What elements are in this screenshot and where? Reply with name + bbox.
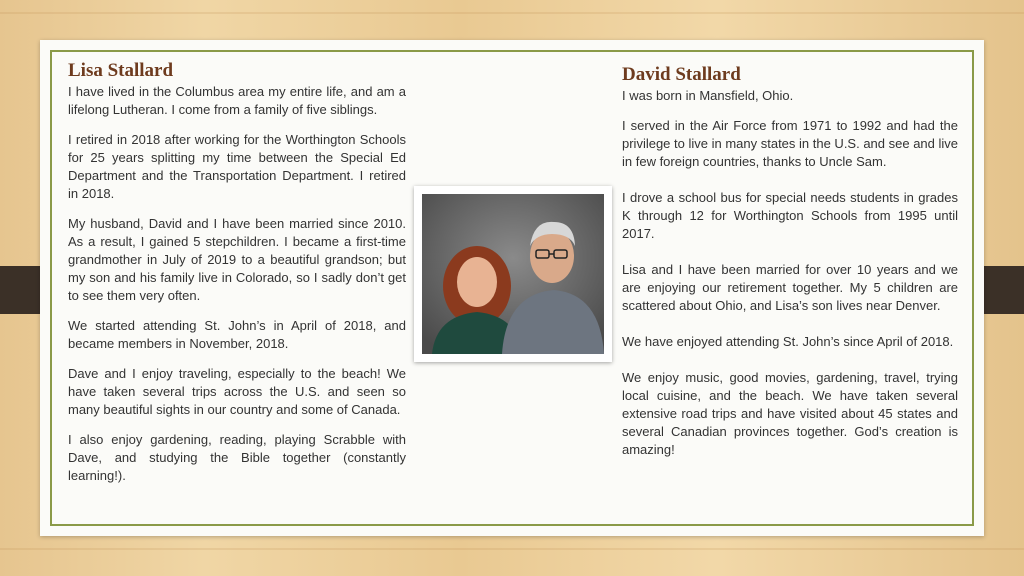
left-edge-tab xyxy=(0,266,40,314)
lisa-paragraph: I also enjoy gardening, reading, playing Scrabble with Dave, and studying the Bible together (constantly learning!). xyxy=(68,432,406,483)
right-edge-tab xyxy=(984,266,1024,314)
lisa-bio xyxy=(68,83,406,497)
david-name-heading: David Stallard xyxy=(622,64,741,85)
lisa-paragraph: My husband, David and I have been married since 2010. As a result, I gained 5 stepchildren. I became a first-time grandmother in July of 2019 to a beautiful grandson; but my son and his family live in Colorado, so I sadly don’t get to see them very often. xyxy=(68,216,406,303)
lisa-paragraph: I have lived in the Columbus area my entire life, and am a lifelong Lutheran. I come from a family of five siblings. xyxy=(68,84,406,117)
david-paragraph: I drove a school bus for special needs students in grades K through 12 for Worthington Schools from 1995 until 2017. xyxy=(622,190,958,241)
david-paragraph: I served in the Air Force from 1971 to 1992 and had the privilege to live in many states in the U.S. and see and live in few foreign countries, thanks to Uncle Sam. xyxy=(622,118,959,169)
couple-photo-image xyxy=(422,194,604,354)
lisa-name-heading: Lisa Stallard xyxy=(68,60,174,81)
david-paragraph: I was born in Mansfield, Ohio. xyxy=(622,88,794,103)
lisa-paragraph: Dave and I enjoy traveling, especially to the beach! We have taken several trips across the U.S. and seen so many beautiful sights in our country and some of Canada. xyxy=(68,366,406,417)
lisa-paragraph: I retired in 2018 after working for the Worthington Schools for 25 years splitting my time between the Special Ed Department and the Transportation Department. I retired in 2018. xyxy=(68,132,406,201)
david-paragraph: We enjoy music, good movies, gardening, travel, trying local cuisine, and the beach. We have taken several extensive road trips and have visited about 45 states and several Canadian provinces together. God’s creation is amazing! xyxy=(622,370,958,457)
lisa-paragraph: We started attending St. John’s in April of 2018, and became members in November, 2018. xyxy=(68,318,406,351)
david-bio xyxy=(622,87,958,471)
david-paragraph: Lisa and I have been married for over 10 years and we are enjoying our retirement together. My 5 children are scattered about Ohio, and Lisa’s son lives near Denver. xyxy=(622,262,958,313)
couple-photo xyxy=(414,186,612,362)
david-paragraph: We have enjoyed attending St. John’s since April of 2018. xyxy=(622,334,954,349)
